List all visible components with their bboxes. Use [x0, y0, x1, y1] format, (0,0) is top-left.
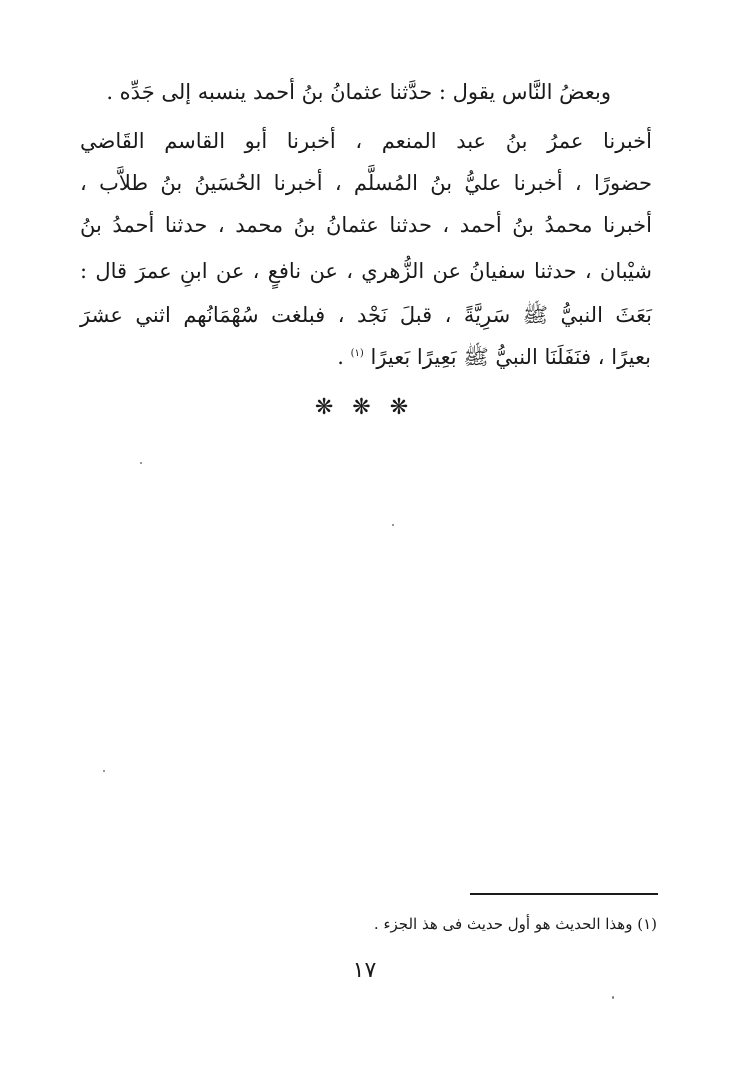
scan-speck — [103, 770, 105, 772]
text-line-1: وبعضُ النَّاس يقول : حدَّثنا عثمانُ بنُ أحمد ينسبه إلى جَدِّه . — [106, 80, 611, 104]
text-line-7-end: . — [337, 345, 351, 369]
footnote: (١) وهذا الحديث هو أول حديث فى هذ الجزء . — [373, 915, 657, 933]
scan-speck — [612, 996, 614, 999]
text-line-7 — [337, 342, 651, 372]
text-line-3: حضورًا ، أخبرنا عليُّ بنُ المُسلَّم ، أخبرنا الحُسَينُ بنُ طلاَّب ، — [80, 171, 652, 195]
scan-speck — [392, 524, 394, 526]
footnote-rule — [470, 893, 658, 895]
footnote-marker: (١) — [350, 348, 364, 359]
text-line-4: أخبرنا محمدُ بنُ أحمد ، حدثنا عثمانُ بنُ محمد ، حدثنا أحمدُ بنُ — [80, 213, 652, 237]
section-separator: ❋ ❋ ❋ — [314, 395, 415, 420]
text-line-6: بَعَثَ النبيُّ ﷺ سَرِيَّةً ، قبلَ نَجْد ، فبلغت سُهْمَانُهم اثني عشرَ — [80, 303, 652, 327]
text-line-5: شيْبان ، حدثنا سفيانُ عن الزُّهري ، عن نافعٍ ، عن ابنِ عمرَ قال : — [80, 259, 652, 283]
scan-speck — [140, 462, 142, 464]
text-line-7-body: بعيرًا ، فنَفَلَنَا النبيُّ ﷺ بَعِيرًا بَعيرًا — [370, 345, 651, 369]
text-line-2: أخبرنا عمرُ بنُ عبد المنعم ، أخبرنا أبو القاسم القَاضي — [80, 129, 652, 153]
page-number: ١٧ — [352, 958, 377, 983]
